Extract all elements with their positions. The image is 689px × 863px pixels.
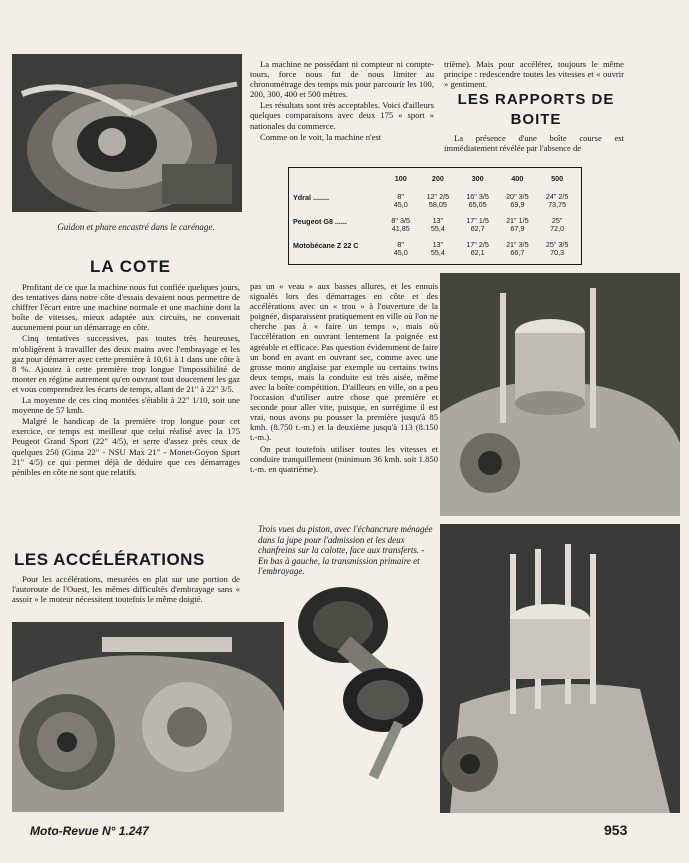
time-value: 24" 2/5 — [545, 192, 569, 201]
handlebar-photo — [12, 54, 242, 212]
time-value: 8" 3/5 — [391, 216, 410, 225]
table-header-cell: 200 — [431, 174, 444, 183]
time-value: 12" 2/5 — [426, 192, 450, 201]
table-cell — [537, 217, 577, 241]
time-value: 17" 2/5 — [466, 240, 489, 249]
time-value: 25" 3/5 — [545, 240, 569, 249]
table-cell — [458, 193, 498, 217]
table-header-row — [293, 170, 577, 193]
top-photo-caption: Guidon et phare encastré dans le carénage. — [57, 222, 215, 232]
page-number: 953 — [604, 822, 628, 838]
engine-illustration — [440, 273, 680, 516]
time-value: 8" — [397, 192, 404, 201]
paragraph: La machine ne possédant ni compteur ni compte-tours, force nous fut de nous limiter au chronométrage des temps mis pour parcourir les 100, 200, 300, 400 et 500 mètres. — [250, 59, 434, 100]
crankshaft-photo — [283, 580, 438, 805]
speed-value: 41,85 — [391, 224, 410, 233]
column-3-top-text-2 — [444, 133, 624, 154]
speed-value: 55,4 — [430, 248, 445, 257]
time-value: 25" — [551, 216, 563, 225]
engine-photo-top — [440, 273, 680, 516]
time-value: 17" 1/5 — [466, 216, 489, 225]
table-header-cell: 400 — [511, 174, 524, 183]
table-cell — [418, 241, 458, 265]
heading-rapports-de-boite: LES RAPPORTS DE BOITE — [457, 91, 615, 128]
paragraph: Malgré le handicap de la première trop longue pour cet exercice, ce temps est meilleur que celui réalisé avec la 175 Peugeot Grand Sport (22" 4/5), et serre d'assez près ceux de quelques 250 (Gima 22" - NSU Max 21" - Monet-Goyon Sport 21" 4/5) ce qui permet déjà de déduire que ces démarrages pénibles en côte ne sont que relatifs. — [12, 416, 240, 477]
column-2-mid-text — [250, 281, 438, 475]
time-value: 8" — [397, 240, 404, 249]
speed-value: 58,05 — [428, 200, 447, 209]
clutch-photo — [12, 622, 284, 812]
table-row-label: Ydral ........ — [293, 193, 329, 202]
paragraph: pas un « veau » aux basses allures, et les ennuis signalés lors des démarrages en côte et des accélérations avec un « trou » à l'ouverture de la poignée, disparaissent pratiquement en ville où l'on ne cherche pas à « faire un temps », mais où l'accélération en ouvrant lentement la poignée est agréable et efficace. Pas question évidemment de faire un bond en avant en ouvrant sec, comme avec une grosse mono anglaise par exemple ou certains twins deux temps, mais la conduite est très aisée, même avec la boîte compétition. D'ailleurs en ville, on a peu l'occasion d'utiliser autre chose que première et seconde pour aller vite, puisque, en surrégime il est vrai, nous avons pu pousser la première jusqu'à 85 kmh. (8.750 t.-m.) et la deuxième jusqu'à 113 (8.150 t.-m.). — [250, 281, 438, 443]
paragraph: Comme on le voit, la machine n'est — [260, 131, 382, 142]
table-row — [293, 193, 577, 217]
speed-value: 65,05 — [468, 200, 487, 209]
table-cell — [383, 193, 418, 217]
table-cell — [497, 241, 537, 265]
table-cell — [383, 217, 418, 241]
accelerations-text — [12, 574, 240, 605]
time-value: 20" 3/5 — [506, 192, 529, 201]
table-cell — [497, 193, 537, 217]
paragraph: Cinq tentatives successives, pas toutes très heureuses, m'obligèrent à travailler des deux mains avec l'embrayage et les gaz pour démarrer avec cette première à 10,61 à 1 dans une côte à 8 %. Ajoutez à cette première trop longue l'impossibilité de monter en régime autrement qu'en ouvrant tout doucement les gaz et vous comprendrez les écarts de temps, allant de 21" à 22" 3/5. — [12, 333, 240, 394]
table-cell — [458, 241, 498, 265]
speed-value: 67,9 — [510, 224, 525, 233]
time-value: 16" 3/5 — [466, 192, 489, 201]
table-cell — [458, 217, 498, 241]
speed-value: 70,3 — [550, 248, 565, 257]
table-cell — [497, 217, 537, 241]
paragraph: On peut toutefois utiliser toutes les vitesses et conduire tranquillement (minimum 36 kmh. soit 1.850 t.-m. en quatrième). — [250, 443, 438, 474]
speed-value: 45,0 — [393, 248, 408, 257]
paragraph: trième). Mais pour accélérer, toujours le même principe : redescendre toutes les vitesses et « ouvrir » gentiment. — [444, 59, 624, 90]
crankshaft-illustration — [283, 580, 438, 805]
table-cell — [418, 193, 458, 217]
speed-value: 62,1 — [470, 248, 485, 257]
heading-la-cote: LA COTE — [90, 257, 171, 276]
speed-value: 62,7 — [470, 224, 485, 233]
time-value: 13" — [432, 216, 444, 225]
cylinder-illustration — [440, 524, 680, 813]
handlebar-illustration — [12, 54, 242, 212]
column-1-text — [12, 282, 240, 478]
table-row — [293, 217, 577, 241]
clutch-illustration — [12, 622, 284, 812]
column-2-top-text — [250, 59, 434, 143]
table-cell — [418, 217, 458, 241]
speed-value: 73,75 — [548, 200, 567, 209]
speed-value: 72,0 — [550, 224, 565, 233]
table-row-label: Motobécane Z 22 C — [293, 241, 359, 250]
time-value: 13" — [432, 240, 444, 249]
time-value: 21" 1/5 — [506, 216, 529, 225]
speed-value: 69,9 — [510, 200, 525, 209]
paragraph: Pour les accélérations, mesurées en plat sur une portion de l'autoroute de l'Ouest, les mêmes difficultés d'embrayage sans « assoir » le moteur nécessitent toutefois le même doigté. — [12, 574, 240, 605]
speed-value: 55,4 — [430, 224, 445, 233]
paragraph: La présence d'une boîte course est immédiatement révélée par l'absence de — [444, 133, 624, 154]
column-3-top-text — [444, 59, 624, 90]
table-header-cell: 500 — [551, 174, 564, 183]
speed-value: 45,0 — [393, 200, 408, 209]
table-header-cell — [293, 170, 383, 193]
time-value: 21" 3/5 — [506, 240, 529, 249]
table-cell — [537, 241, 577, 265]
heading-accelerations: LES ACCÉLÉRATIONS — [14, 550, 205, 569]
paragraph: Les résultats sont très acceptables. Voici d'ailleurs quelques comparaisons avec deux 175 « sport » nationales du commerce. — [250, 100, 434, 131]
table-cell — [537, 193, 577, 217]
footer-left: Moto-Revue N° 1.247 — [30, 824, 149, 838]
paragraph: La moyenne de ces cinq montées s'établit à 22" 1/10, soit une moyenne de 57 kmh. — [12, 395, 240, 416]
comparison-table — [293, 170, 577, 265]
table-cell — [383, 241, 418, 265]
engine-photo-bottom — [440, 524, 680, 813]
table-row — [293, 241, 577, 265]
table-header-cell: 100 — [394, 174, 407, 183]
piston-caption: Trois vues du piston, avec l'échancrure ménagée dans la jupe pour l'admission et les deux chanfreins sur la calotte, face aux transferts. - En bas à gauche, la transmission primaire et l'embrayage. — [258, 524, 433, 576]
table-row-label: Peugeot G8 ...... — [293, 217, 347, 226]
paragraph: Profitant de ce que la machine nous fut confiée quelques jours, des tentatives dans notre côte d'essais devaient nous permettre de chiffrer l'écart entre une machine normale et une machine dont la boîte de vitesses, mieux adaptée aux circuits, ne convenait aucunement pour un démarrage en côte. — [12, 282, 240, 333]
comparison-table-box — [288, 167, 582, 265]
speed-value: 66,7 — [510, 248, 525, 257]
table-header-cell: 300 — [471, 174, 484, 183]
